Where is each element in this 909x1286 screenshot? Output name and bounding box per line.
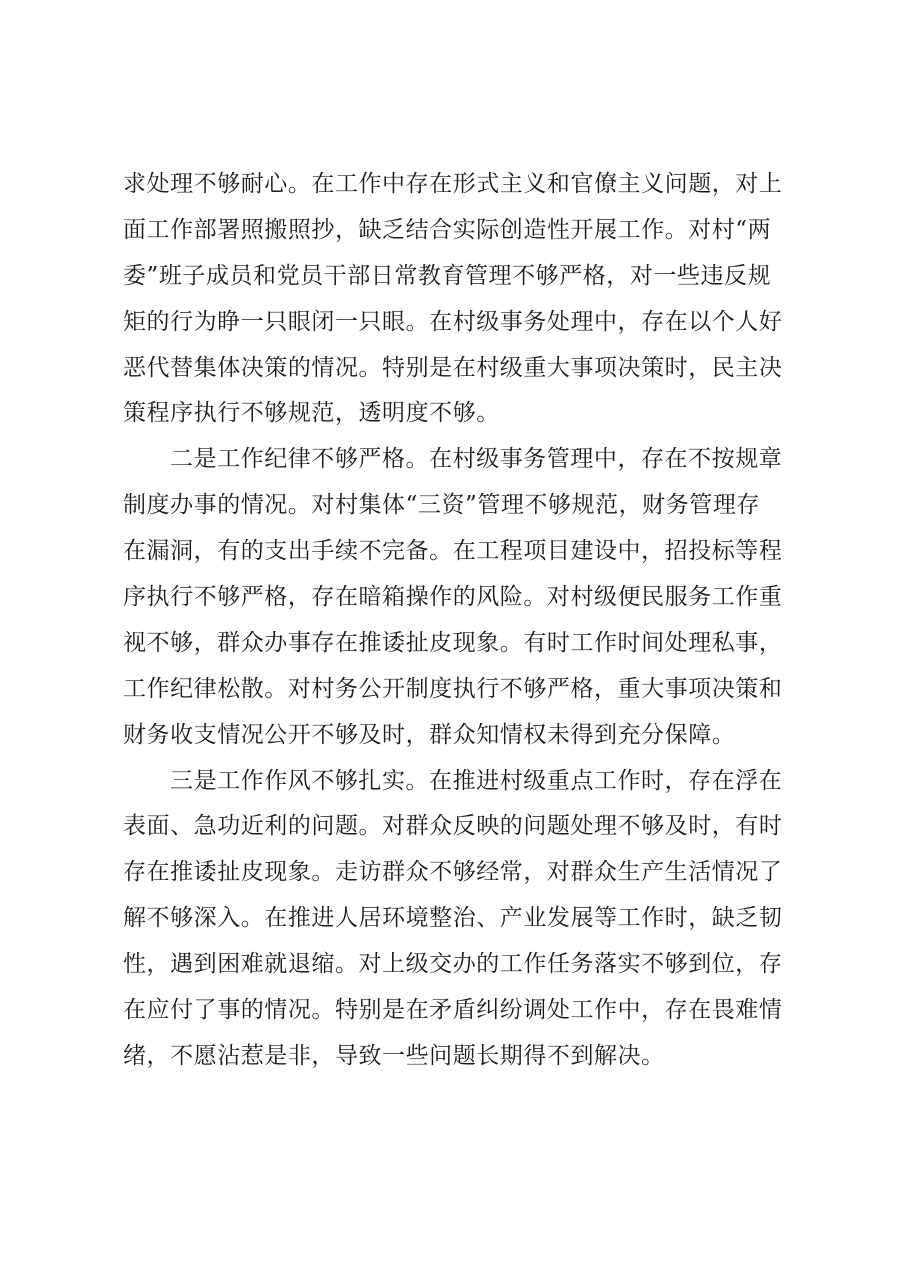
text-line: 在漏洞，有的支出手续不完备。在工程项目建设中，招投标等程 xyxy=(123,538,783,565)
text-line: 表面、急功近利的问题。对群众反映的问题处理不够及时，有时 xyxy=(123,813,783,840)
paragraph-1 xyxy=(123,162,799,437)
text-line: 视不够，群众办事存在推诿扯皮现象。有时工作时间处理私事， xyxy=(123,629,783,656)
text-line: 矩的行为睁一只眼闭一只眼。在村级事务处理中，存在以个人好 xyxy=(123,308,783,335)
text-line: 三是工作作风不够扎实。在推进村级重点工作时，存在浮在 xyxy=(170,767,783,794)
text-line: 制度办事的情况。对村集体“三资”管理不够规范，财务管理存 xyxy=(123,492,760,519)
text-line: 存在推诿扯皮现象。走访群众不够经常，对群众生产生活情况了 xyxy=(123,859,783,886)
text-line: 求处理不够耐心。在工作中存在形式主义和官僚主义问题，对上 xyxy=(123,171,783,197)
text-line: 在应付了事的情况。特别是在矛盾纠纷调处工作中，存在畏难情 xyxy=(123,997,783,1024)
text-line: 序执行不够严格，存在暗箱操作的风险。对村级便民服务工作重 xyxy=(123,584,783,611)
text-line: 解不够深入。在推进人居环境整治、产业发展等工作时，缺乏韧 xyxy=(123,905,783,932)
text-line: 二是工作纪律不够严格。在村级事务管理中，存在不按规章 xyxy=(170,446,783,473)
text-line: 性，遇到困难就退缩。对上级交办的工作任务落实不够到位，存 xyxy=(123,951,783,978)
text-line: 策程序执行不够规范，透明度不够。 xyxy=(123,400,500,427)
body-text xyxy=(123,162,799,1080)
text-line: 委”班子成员和党员干部日常教育管理不够严格，对一些违反规 xyxy=(123,262,772,289)
text-line: 工作纪律松散。对村务公开制度执行不够严格，重大事项决策和 xyxy=(123,675,783,702)
text-line: 绪，不愿沾惹是非，导致一些问题长期得不到解决。 xyxy=(123,1042,665,1069)
paragraph-2 xyxy=(123,437,799,758)
paragraph-3 xyxy=(123,759,799,1080)
text-line: 面工作部署照搬照抄，缺乏结合实际创造性开展工作。对村“两 xyxy=(123,216,772,243)
text-line: 恶代替集体决策的情况。特别是在村级重大事项决策时，民主决 xyxy=(123,354,783,381)
text-line: 财务收支情况公开不够及时，群众知情权未得到充分保障。 xyxy=(123,721,736,748)
